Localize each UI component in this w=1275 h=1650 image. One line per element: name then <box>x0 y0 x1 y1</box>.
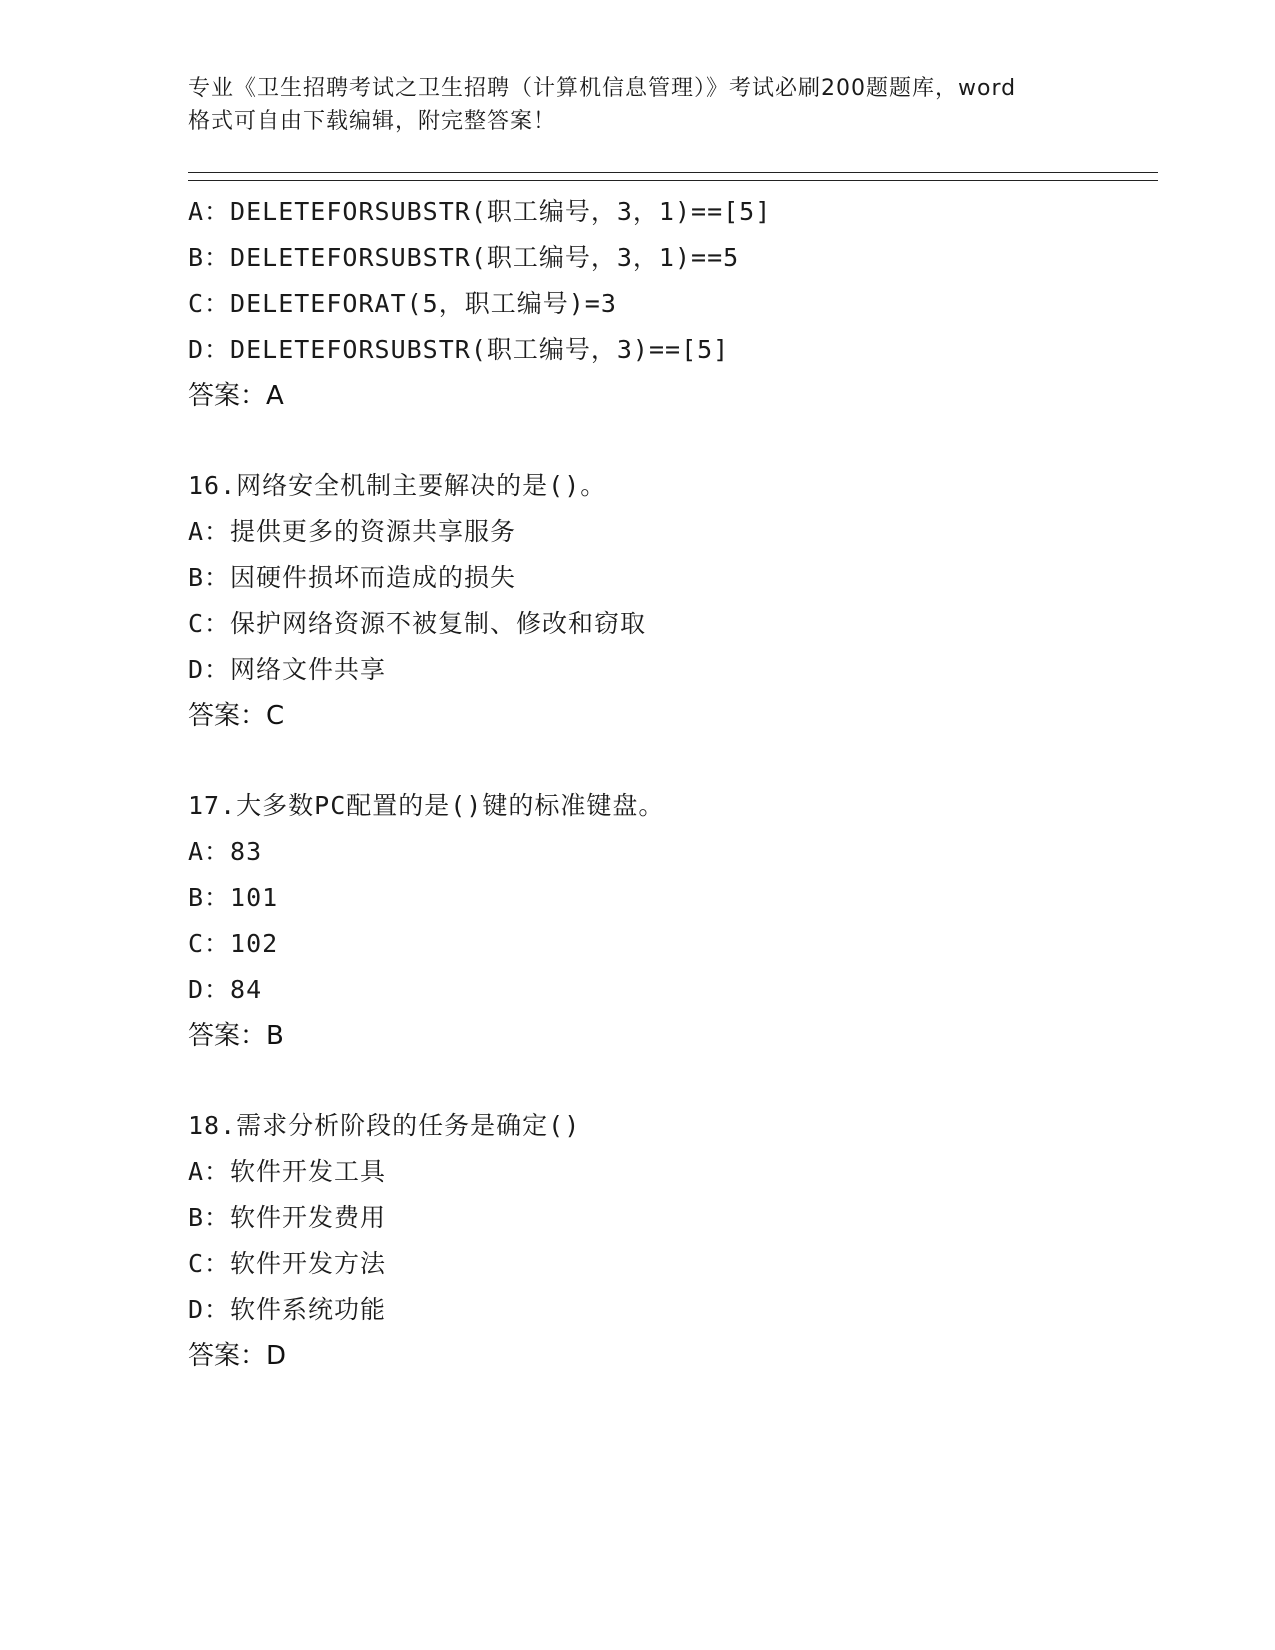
document-title-line-2: 格式可自由下载编辑，附完整答案！ <box>188 109 557 134</box>
question-18 <box>188 1103 1158 1379</box>
option-b: B：软件开发费用 <box>188 1203 387 1232</box>
option-d: D：DELETEFORSUBSTR(职工编号，3)==[5] <box>188 335 730 364</box>
option-b: B：101 <box>188 883 279 912</box>
answer-line: 答案：A <box>188 381 284 411</box>
option-a: A：软件开发工具 <box>188 1157 387 1186</box>
question-stem: 16.网络安全机制主要解决的是()。 <box>188 471 607 500</box>
answer-line: 答案：B <box>188 1021 284 1051</box>
option-b: B：DELETEFORSUBSTR(职工编号，3，1)==5 <box>188 243 740 272</box>
continued-question-block <box>188 189 1158 419</box>
document-page <box>188 72 1158 1379</box>
option-d: D：网络文件共享 <box>188 655 387 684</box>
option-b: B：因硬件损坏而造成的损失 <box>188 563 517 592</box>
question-16 <box>188 463 1158 739</box>
option-a: A：提供更多的资源共享服务 <box>188 517 517 546</box>
question-stem: 18.需求分析阶段的任务是确定() <box>188 1111 581 1140</box>
document-title-line-1: 专业《卫生招聘考试之卫生招聘（计算机信息管理）》考试必刷200题题库，word <box>188 76 1017 101</box>
header-double-rule <box>188 172 1158 181</box>
option-a: A：DELETEFORSUBSTR(职工编号，3，1)==[5] <box>188 197 772 226</box>
answer-line: 答案：D <box>188 1341 287 1371</box>
option-c: C：102 <box>188 929 279 958</box>
option-c: C：DELETEFORAT(5，职工编号)=3 <box>188 289 617 318</box>
option-d: D：84 <box>188 975 263 1004</box>
answer-line: 答案：C <box>188 701 285 731</box>
question-stem: 17.大多数PC配置的是()键的标准键盘。 <box>188 791 665 820</box>
question-17 <box>188 783 1158 1059</box>
option-a: A：83 <box>188 837 263 866</box>
option-d: D：软件系统功能 <box>188 1295 387 1324</box>
option-c: C：保护网络资源不被复制、修改和窃取 <box>188 609 647 638</box>
option-c: C：软件开发方法 <box>188 1249 387 1278</box>
